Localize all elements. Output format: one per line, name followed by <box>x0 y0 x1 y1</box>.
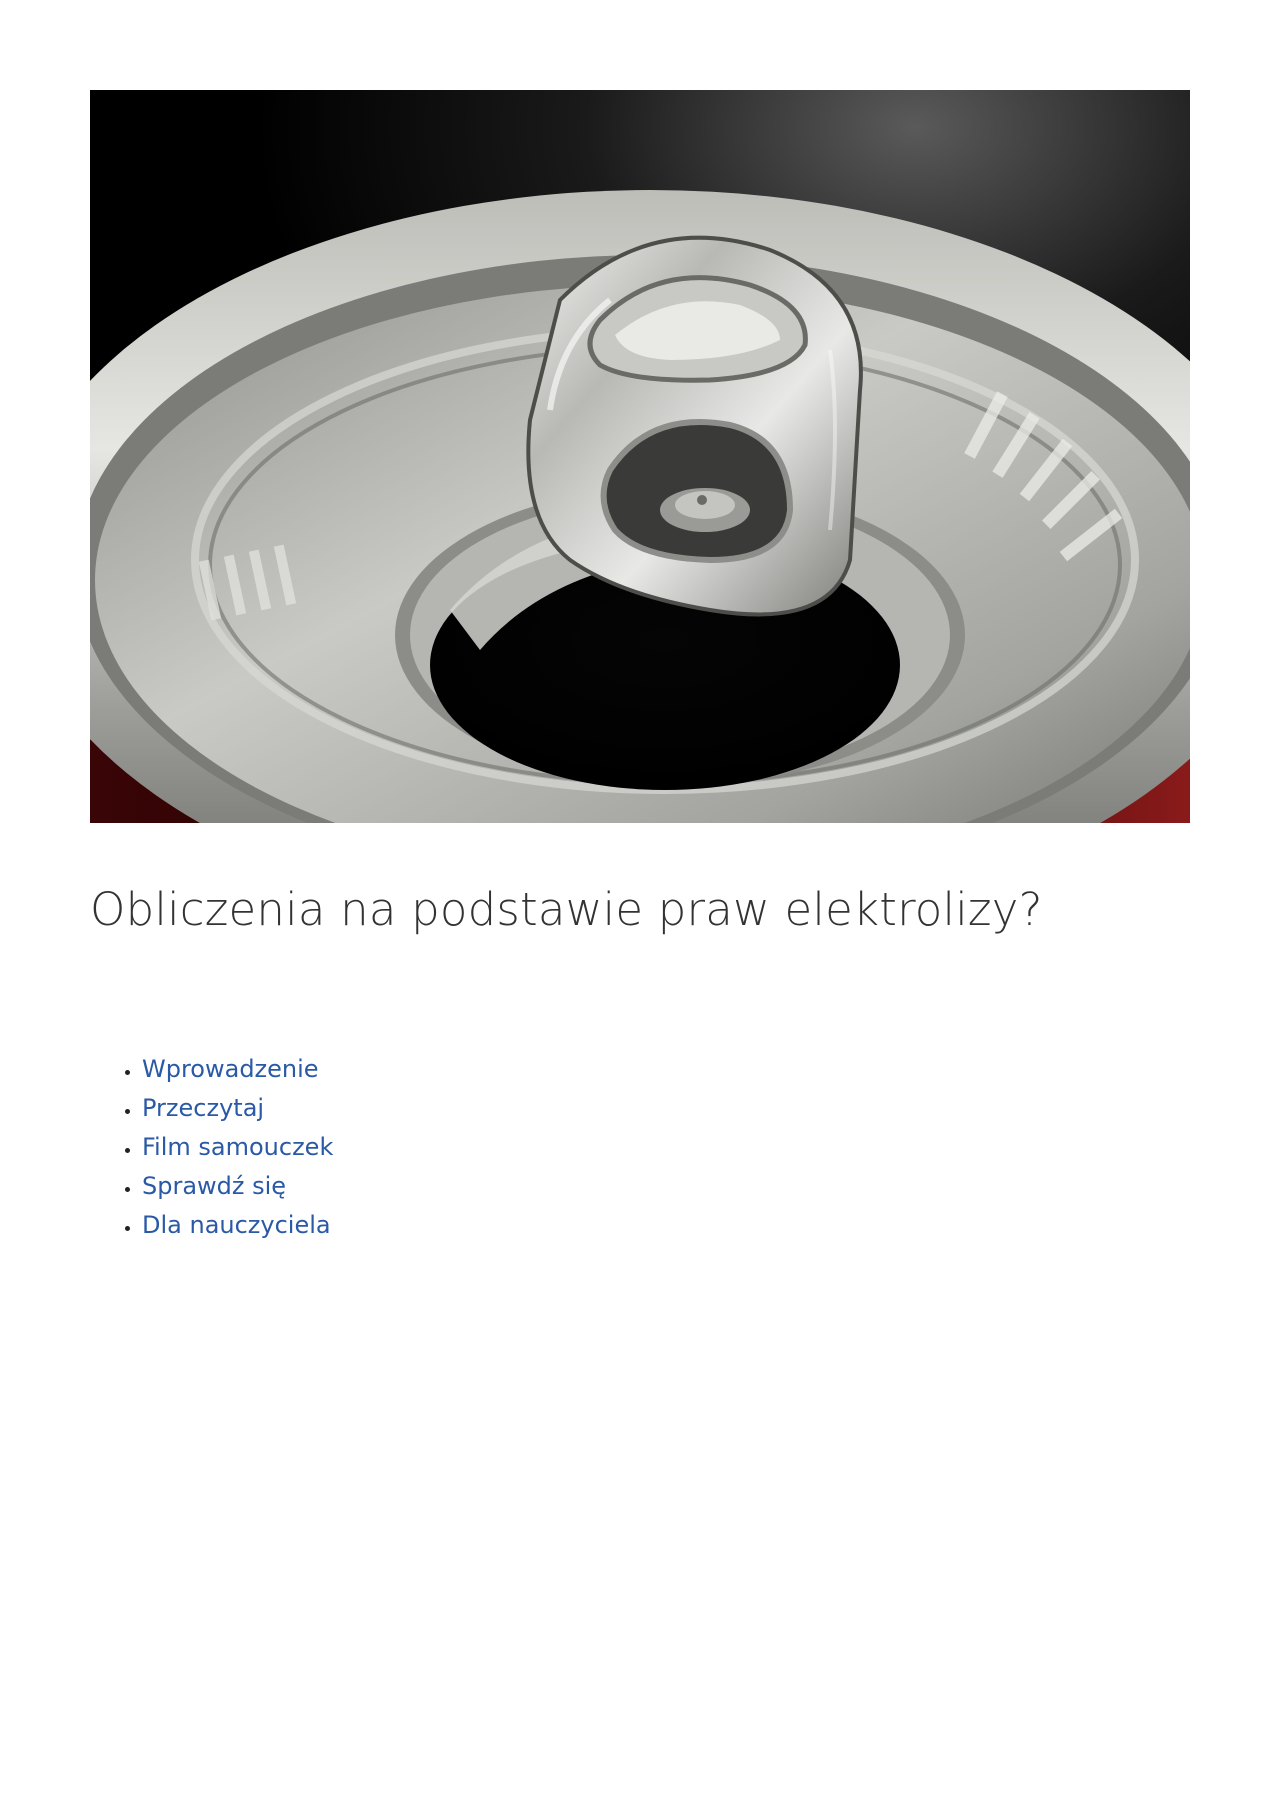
table-of-contents <box>90 1050 333 1245</box>
toc-item-przeczytaj <box>142 1089 333 1128</box>
page-title: Obliczenia na podstawie praw elektrolizy? <box>90 883 1043 936</box>
hero-image <box>90 90 1190 823</box>
toc-item-wprowadzenie <box>142 1050 333 1089</box>
toc-link-sprawdz-sie[interactable]: Sprawdź się <box>142 1172 287 1200</box>
toc-item-dla-nauczyciela <box>142 1206 333 1245</box>
soda-can-pull-tab-photo <box>90 90 1190 823</box>
toc-link-film-samouczek[interactable]: Film samouczek <box>142 1133 334 1161</box>
toc-item-sprawdz-sie <box>142 1167 333 1206</box>
toc-item-film-samouczek <box>142 1128 333 1167</box>
toc-link-przeczytaj[interactable]: Przeczytaj <box>142 1094 265 1122</box>
toc-link-wprowadzenie[interactable]: Wprowadzenie <box>142 1055 319 1083</box>
toc-link-dla-nauczyciela[interactable]: Dla nauczyciela <box>142 1211 331 1239</box>
